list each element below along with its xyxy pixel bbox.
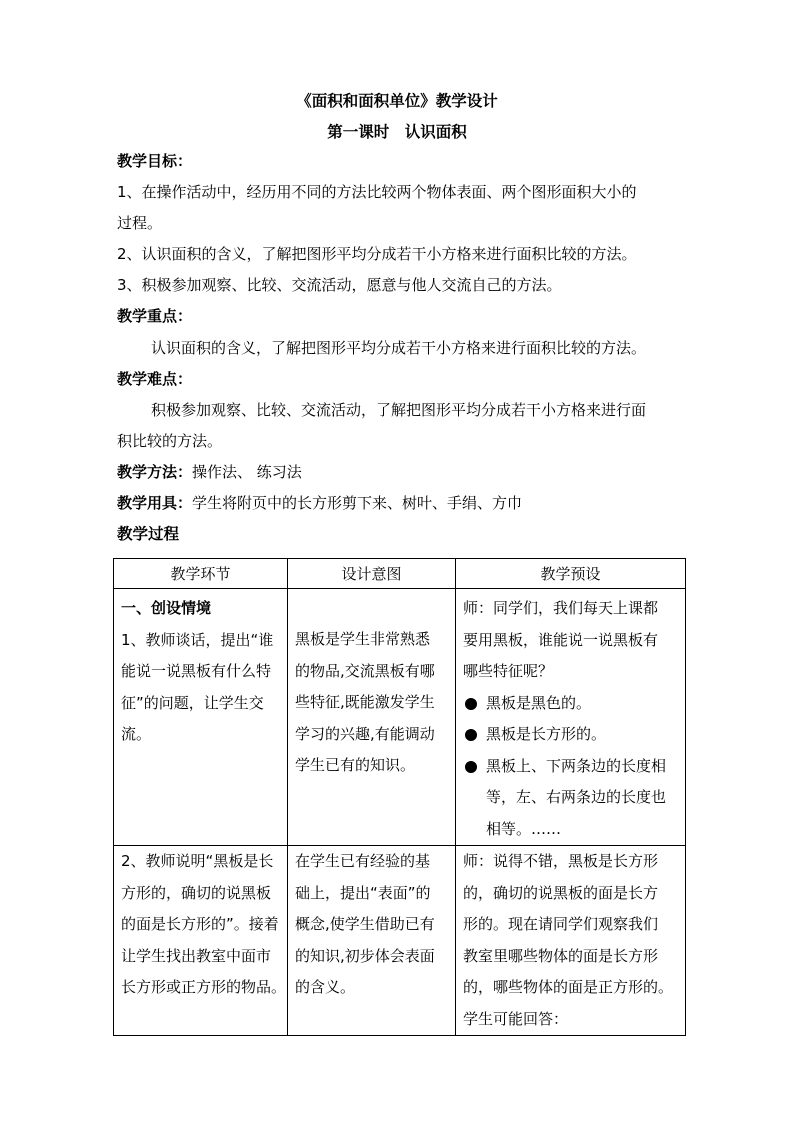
list-item bbox=[463, 719, 685, 751]
bullet-text: 等，左、右两条边的长度也 bbox=[486, 788, 667, 806]
difficult-points-line-2: 积比较的方法。 bbox=[117, 432, 223, 450]
bullet-text: 黑板是长方形的。 bbox=[486, 725, 607, 743]
header-teaching-stage: 教学环节 bbox=[114, 559, 288, 589]
row2-plan-line: 师：说得不错，黑板是长方形 bbox=[463, 852, 659, 870]
row1-stage-line: 征”的问题，让学生交 bbox=[121, 693, 264, 712]
row2-plan-line: 形的。现在请同学们观察我们 bbox=[463, 915, 659, 933]
table-row bbox=[114, 589, 686, 846]
row2-plan-line: 教室里哪些物体的面是长方形 bbox=[463, 946, 659, 965]
key-points-text: 认识面积的含义，了解把图形平均分成若干小方格来进行面积比较的方法。 bbox=[151, 339, 647, 357]
row1-plan-line: 要用黑板，谁能说一说黑板有 bbox=[463, 630, 659, 649]
row1-stage-cell bbox=[114, 589, 288, 846]
goal-1-line-1: 1、在操作活动中，经历用不同的方法比较两个物体表面、两个图形面积大小的 bbox=[117, 183, 637, 201]
bullet-text: 黑板是黑色的。 bbox=[486, 693, 592, 712]
row1-intent-line: 学生已有的知识。 bbox=[295, 756, 416, 774]
bullet-text: 相等。…… bbox=[486, 819, 562, 838]
row1-intent-line: 些特征,既能激发学生 bbox=[295, 693, 435, 711]
row2-intent-line: 础上，提出“表面”的 bbox=[295, 883, 431, 902]
teaching-method bbox=[117, 462, 302, 482]
row2-stage-line: 的面是长方形的”。接着 bbox=[121, 915, 279, 933]
row2-plan-line: 的，哪些物体的面是正方形的。 bbox=[463, 978, 674, 996]
list-item bbox=[463, 688, 685, 720]
goals-heading: 教学目标： bbox=[117, 152, 193, 170]
row2-stage-line: 长方形或正方形的物品。 bbox=[121, 978, 287, 996]
list-item bbox=[463, 751, 685, 846]
bullet-icon bbox=[465, 729, 477, 741]
bullet-icon bbox=[465, 761, 477, 773]
row2-intent-line: 的含义。 bbox=[295, 978, 356, 996]
row2-stage-line: 方形的，确切的说黑板 bbox=[121, 883, 272, 902]
row2-plan-line: 学生可能回答： bbox=[463, 1009, 569, 1028]
difficult-points-line-1: 积极参加观察、比较、交流活动，了解把图形平均分成若干小方格来进行面 bbox=[151, 401, 647, 419]
row1-stage-line: 流。 bbox=[121, 725, 152, 743]
row2-intent-cell bbox=[288, 846, 456, 1036]
difficult-points-heading: 教学难点： bbox=[117, 370, 193, 388]
document-title: 《面积和面积单位》教学设计 bbox=[296, 92, 498, 110]
row1-stage-line: 能说一说黑板有什么特 bbox=[121, 662, 272, 680]
key-points-heading: 教学重点： bbox=[117, 307, 193, 325]
teaching-tools bbox=[117, 493, 522, 513]
bullet-text: 黑板上、下两条边的长度相 bbox=[486, 756, 667, 775]
row1-plan-line: 师：同学们，我们每天上课都 bbox=[463, 599, 659, 617]
row1-intent-line: 学习的兴趣,有能调动 bbox=[295, 724, 435, 743]
method-text: 操作法、 练习法 bbox=[192, 463, 302, 481]
row2-stage-line: 2、教师说明“黑板是长 bbox=[121, 852, 274, 870]
row2-stage-line: 让学生找出教室中面市 bbox=[121, 946, 272, 965]
tools-text: 学生将附页中的长方形剪下来、树叶、手绢、方巾 bbox=[192, 494, 523, 512]
row2-plan-cell bbox=[456, 846, 686, 1036]
row2-intent-line: 在学生已有经验的基 bbox=[295, 852, 431, 870]
process-heading: 教学过程 bbox=[117, 525, 180, 543]
row1-intent-cell bbox=[288, 589, 456, 846]
row1-stage-line: 1、教师谈话，提出“谁 bbox=[121, 630, 274, 649]
table-row bbox=[114, 846, 686, 1036]
row1-intent-line: 的物品,交流黑板有哪 bbox=[295, 661, 435, 680]
row2-intent-line: 的知识,初步体会表面 bbox=[295, 946, 435, 965]
goal-1-line-2: 过程。 bbox=[117, 214, 163, 232]
row2-plan-line: 的，确切的说黑板的面是长方 bbox=[463, 883, 659, 902]
header-teaching-plan: 教学预设 bbox=[456, 559, 686, 589]
row1-intent-line: 黑板是学生非常熟悉 bbox=[295, 630, 431, 648]
row2-stage-cell bbox=[114, 846, 288, 1036]
goal-3: 3、积极参加观察、比较、交流活动，愿意与他人交流自己的方法。 bbox=[117, 276, 562, 294]
bullet-icon bbox=[465, 698, 477, 710]
row2-intent-line: 概念,使学生借助已有 bbox=[295, 915, 435, 933]
lesson-subtitle: 第一课时 认识面积 bbox=[327, 123, 467, 141]
row1-plan-cell bbox=[456, 589, 686, 846]
method-label: 教学方法： bbox=[117, 463, 193, 481]
row1-stage-line: 一、创设情境 bbox=[121, 599, 212, 617]
teaching-process-table bbox=[113, 558, 686, 1036]
header-design-intent: 设计意图 bbox=[288, 559, 456, 589]
tools-label: 教学用具： bbox=[117, 494, 193, 512]
table-header-row bbox=[114, 559, 686, 589]
row1-plan-line: 哪些特征呢？ bbox=[463, 662, 554, 680]
goal-2: 2、认识面积的含义，了解把图形平均分成若干小方格来进行面积比较的方法。 bbox=[117, 245, 637, 263]
